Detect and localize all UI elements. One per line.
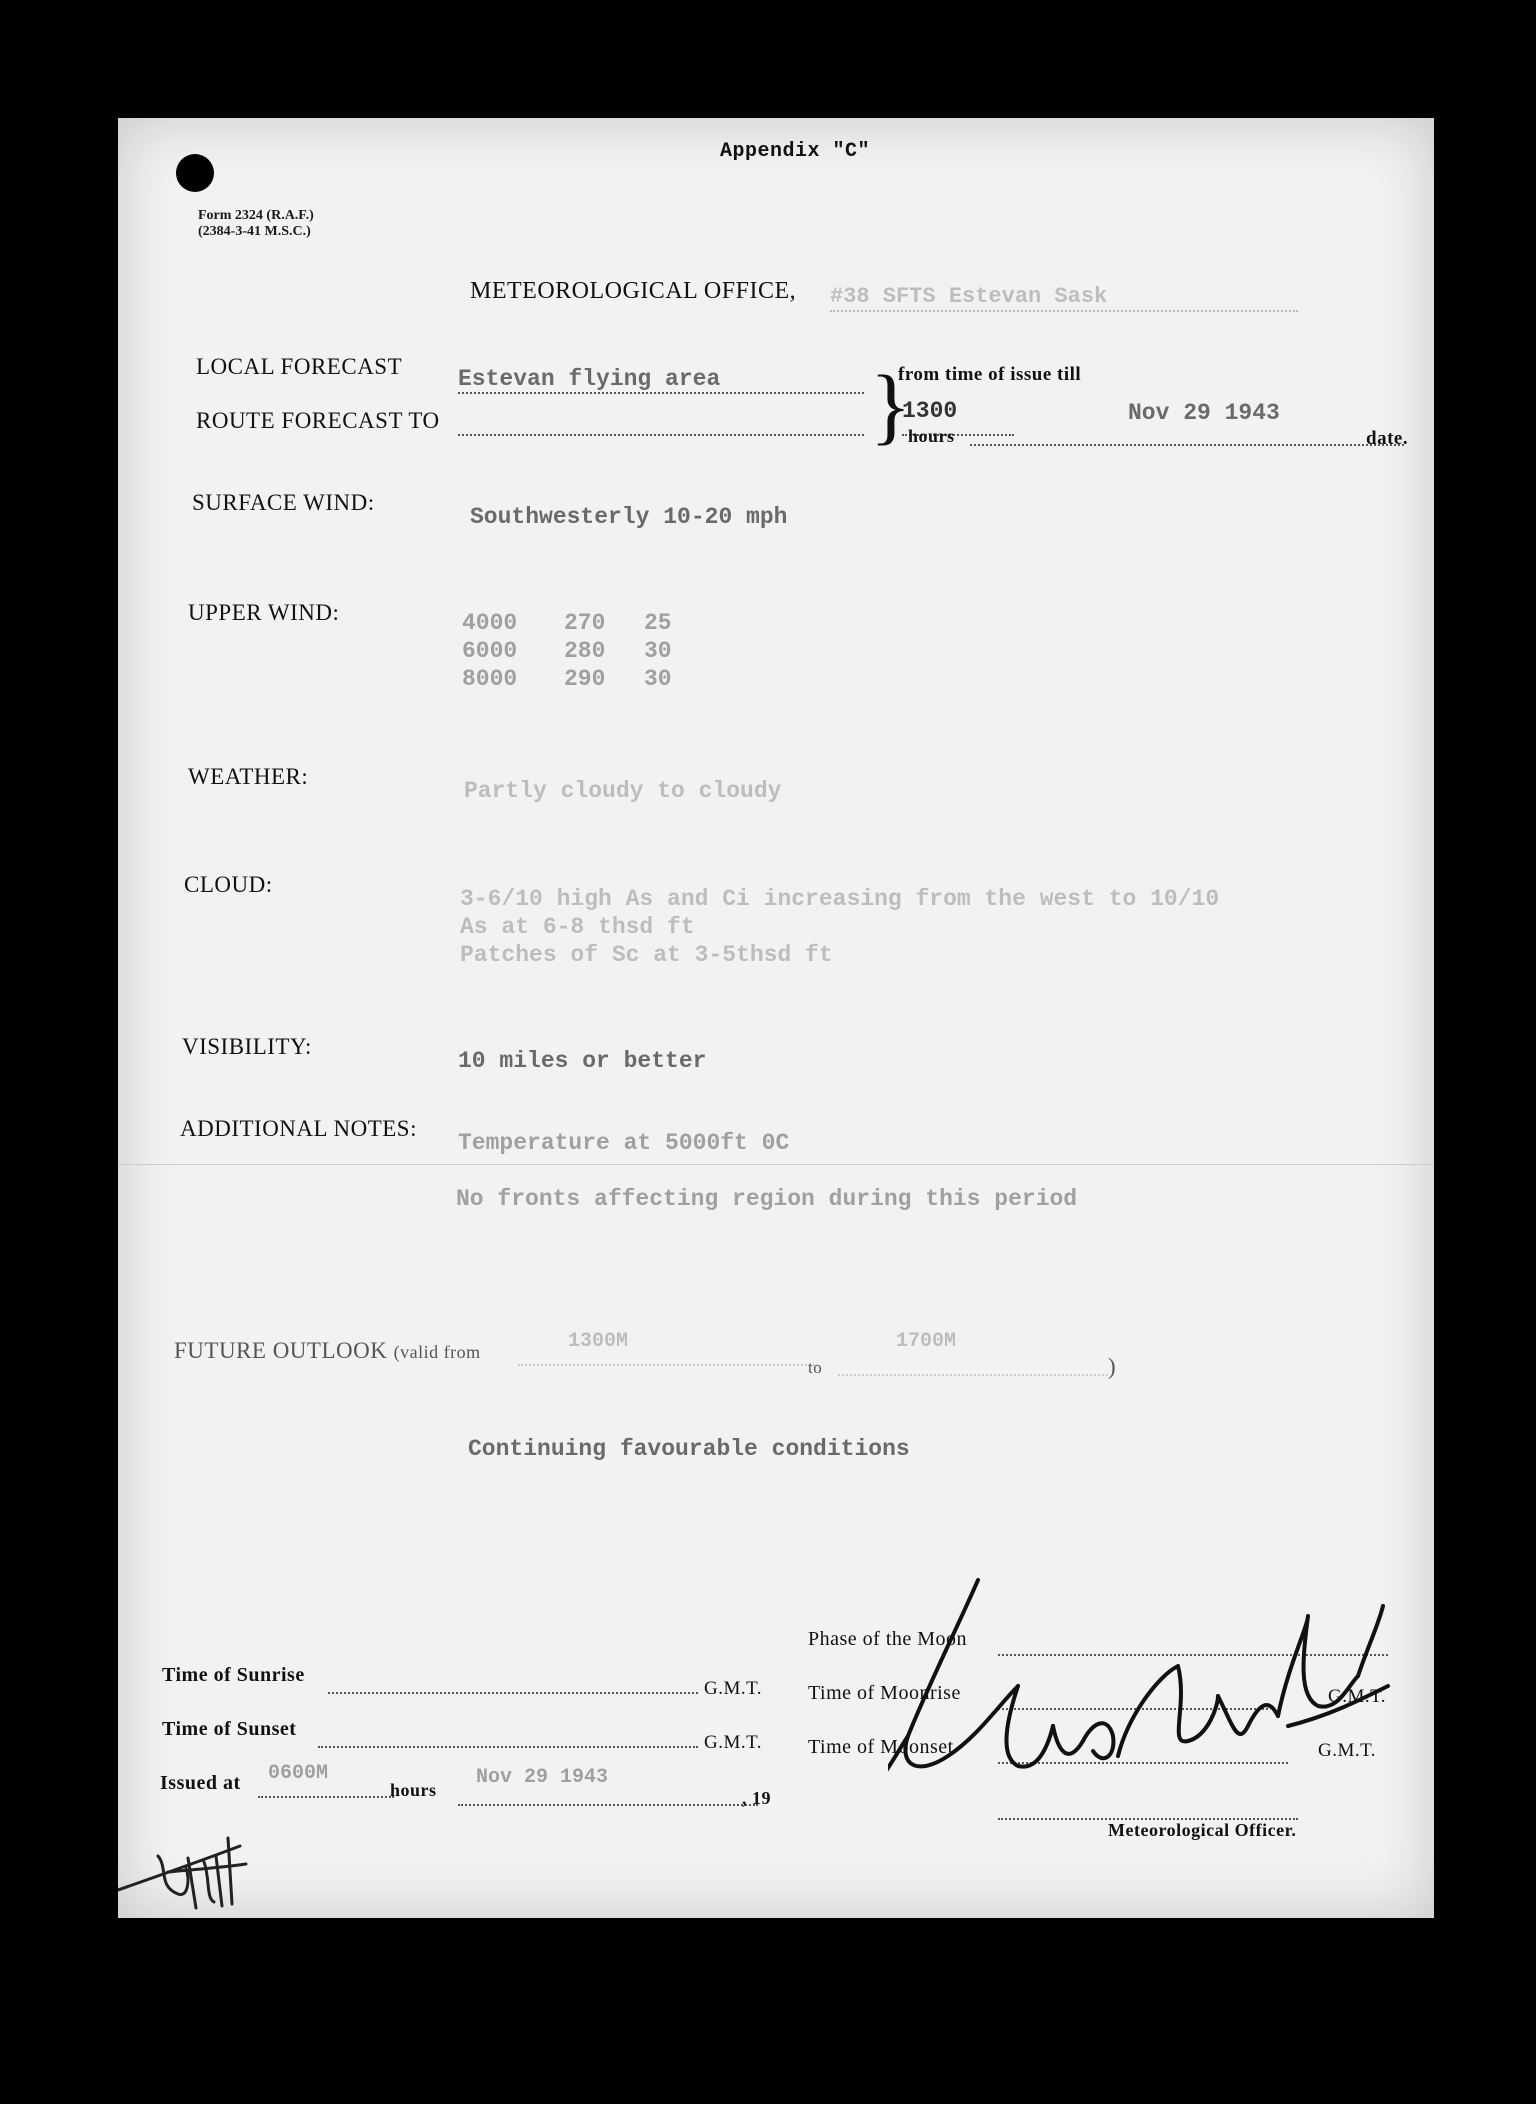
cloud-line: Patches of Sc at 3-5thsd ft <box>460 942 833 968</box>
form-code-line1: Form 2324 (R.A.F.) <box>198 208 314 223</box>
visibility-value: 10 miles or better <box>458 1048 707 1074</box>
validity-hours-label: hours <box>908 426 955 446</box>
surface-wind-value: Southwesterly 10-20 mph <box>470 504 788 530</box>
future-outlook-text: Continuing favourable conditions <box>468 1436 910 1462</box>
initials-drawing <box>118 1798 318 1918</box>
form-code-line2: (2384-3-41 M.S.C.) <box>198 224 311 239</box>
upper-wind-dir: 290 <box>564 666 606 692</box>
validity-date: Nov 29 1943 <box>1128 400 1280 426</box>
cloud-line: 3-6/10 high As and Ci increasing from the west to 10/10 <box>460 886 1220 912</box>
upper-wind-row <box>462 610 704 638</box>
upper-wind-alt: 6000 <box>462 638 518 664</box>
upper-wind-speed: 30 <box>644 666 672 692</box>
upper-wind-table <box>462 610 704 694</box>
forecast-form <box>118 118 1434 1918</box>
future-outlook-label <box>174 1338 481 1364</box>
punch-hole <box>176 154 214 192</box>
future-outlook-from-dotted <box>518 1364 818 1366</box>
surface-wind-label: SURFACE WIND: <box>192 490 375 515</box>
sunset-dotted <box>318 1746 698 1748</box>
issued-date: Nov 29 1943 <box>476 1766 609 1789</box>
weather-value: Partly cloudy to cloudy <box>464 778 782 804</box>
additional-notes-line: No fronts affecting region during this period <box>456 1186 1078 1212</box>
upper-wind-speed: 30 <box>644 638 672 664</box>
brace: } <box>870 357 912 453</box>
issued-label: Issued at <box>160 1772 241 1794</box>
validity-from-label: from time of issue till <box>898 364 1082 385</box>
issued-time: 0600M <box>268 1762 329 1785</box>
moonset-gmt: G.M.T. <box>1318 1740 1377 1761</box>
officer-signature <box>888 1566 1408 1846</box>
upper-wind-dir: 270 <box>564 610 606 636</box>
route-forecast-label: ROUTE FORECAST TO <box>196 408 440 433</box>
sunset-label: Time of Sunset <box>162 1718 297 1740</box>
issued-hours-label: hours <box>390 1780 437 1800</box>
additional-notes-label: ADDITIONAL NOTES: <box>180 1116 417 1141</box>
issued-year: , 19 <box>742 1788 771 1808</box>
future-outlook-valid-from: (valid from <box>393 1342 481 1362</box>
upper-wind-alt: 4000 <box>462 610 518 636</box>
upper-wind-dir: 280 <box>564 638 606 664</box>
sunrise-label: Time of Sunrise <box>162 1664 305 1686</box>
issued-date-dotted <box>458 1804 758 1806</box>
moonrise-label: Time of Moonrise <box>808 1682 961 1704</box>
validity-date-label: date. <box>1366 428 1409 449</box>
appendix-label: Appendix "C" <box>720 140 871 163</box>
sunset-gmt: G.M.T. <box>704 1732 763 1753</box>
upper-wind-alt: 8000 <box>462 666 518 692</box>
local-forecast-label: LOCAL FORECAST <box>196 354 403 379</box>
local-forecast-value: Estevan flying area <box>458 366 721 392</box>
upper-wind-speed: 25 <box>644 610 672 636</box>
office-value: #38 SFTS Estevan Sask <box>830 284 1108 309</box>
validity-date-dotted-line <box>970 444 1404 446</box>
route-forecast-dotted-line <box>458 434 864 436</box>
office-dotted-line <box>830 310 1298 312</box>
future-outlook-to-value: 1700M <box>896 1330 957 1353</box>
moonset-label: Time of Moonset <box>808 1736 954 1758</box>
additional-notes-line: Temperature at 5000ft 0C <box>458 1130 790 1156</box>
future-outlook-title: FUTURE OUTLOOK <box>174 1338 388 1363</box>
moonrise-gmt: G.M.T. <box>1328 1686 1387 1707</box>
officer-label: Meteorological Officer. <box>1108 1820 1297 1840</box>
future-outlook-close: ) <box>1108 1354 1117 1379</box>
visibility-label: VISIBILITY: <box>182 1034 312 1059</box>
upper-wind-row <box>462 666 704 694</box>
cloud-label: CLOUD: <box>184 872 273 897</box>
sunrise-gmt: G.M.T. <box>704 1678 763 1699</box>
officer-signature-drawing <box>888 1566 1408 1846</box>
weather-label: WEATHER: <box>188 764 309 789</box>
cloud-line: As at 6-8 thsd ft <box>460 914 695 940</box>
initials-mark <box>118 1798 318 1918</box>
phase-moon-label: Phase of the Moon <box>808 1628 968 1650</box>
upper-wind-row <box>462 638 704 666</box>
office-label: METEOROLOGICAL OFFICE, <box>470 278 797 304</box>
future-outlook-to-dotted <box>838 1374 1108 1376</box>
upper-wind-label: UPPER WIND: <box>188 600 340 625</box>
validity-time: 1300 <box>902 398 958 424</box>
notes-divider <box>118 1164 1434 1165</box>
local-forecast-dotted-line <box>458 392 864 394</box>
future-outlook-from: 1300M <box>568 1330 629 1353</box>
future-outlook-to: to <box>808 1358 823 1377</box>
sunrise-dotted <box>328 1692 698 1694</box>
